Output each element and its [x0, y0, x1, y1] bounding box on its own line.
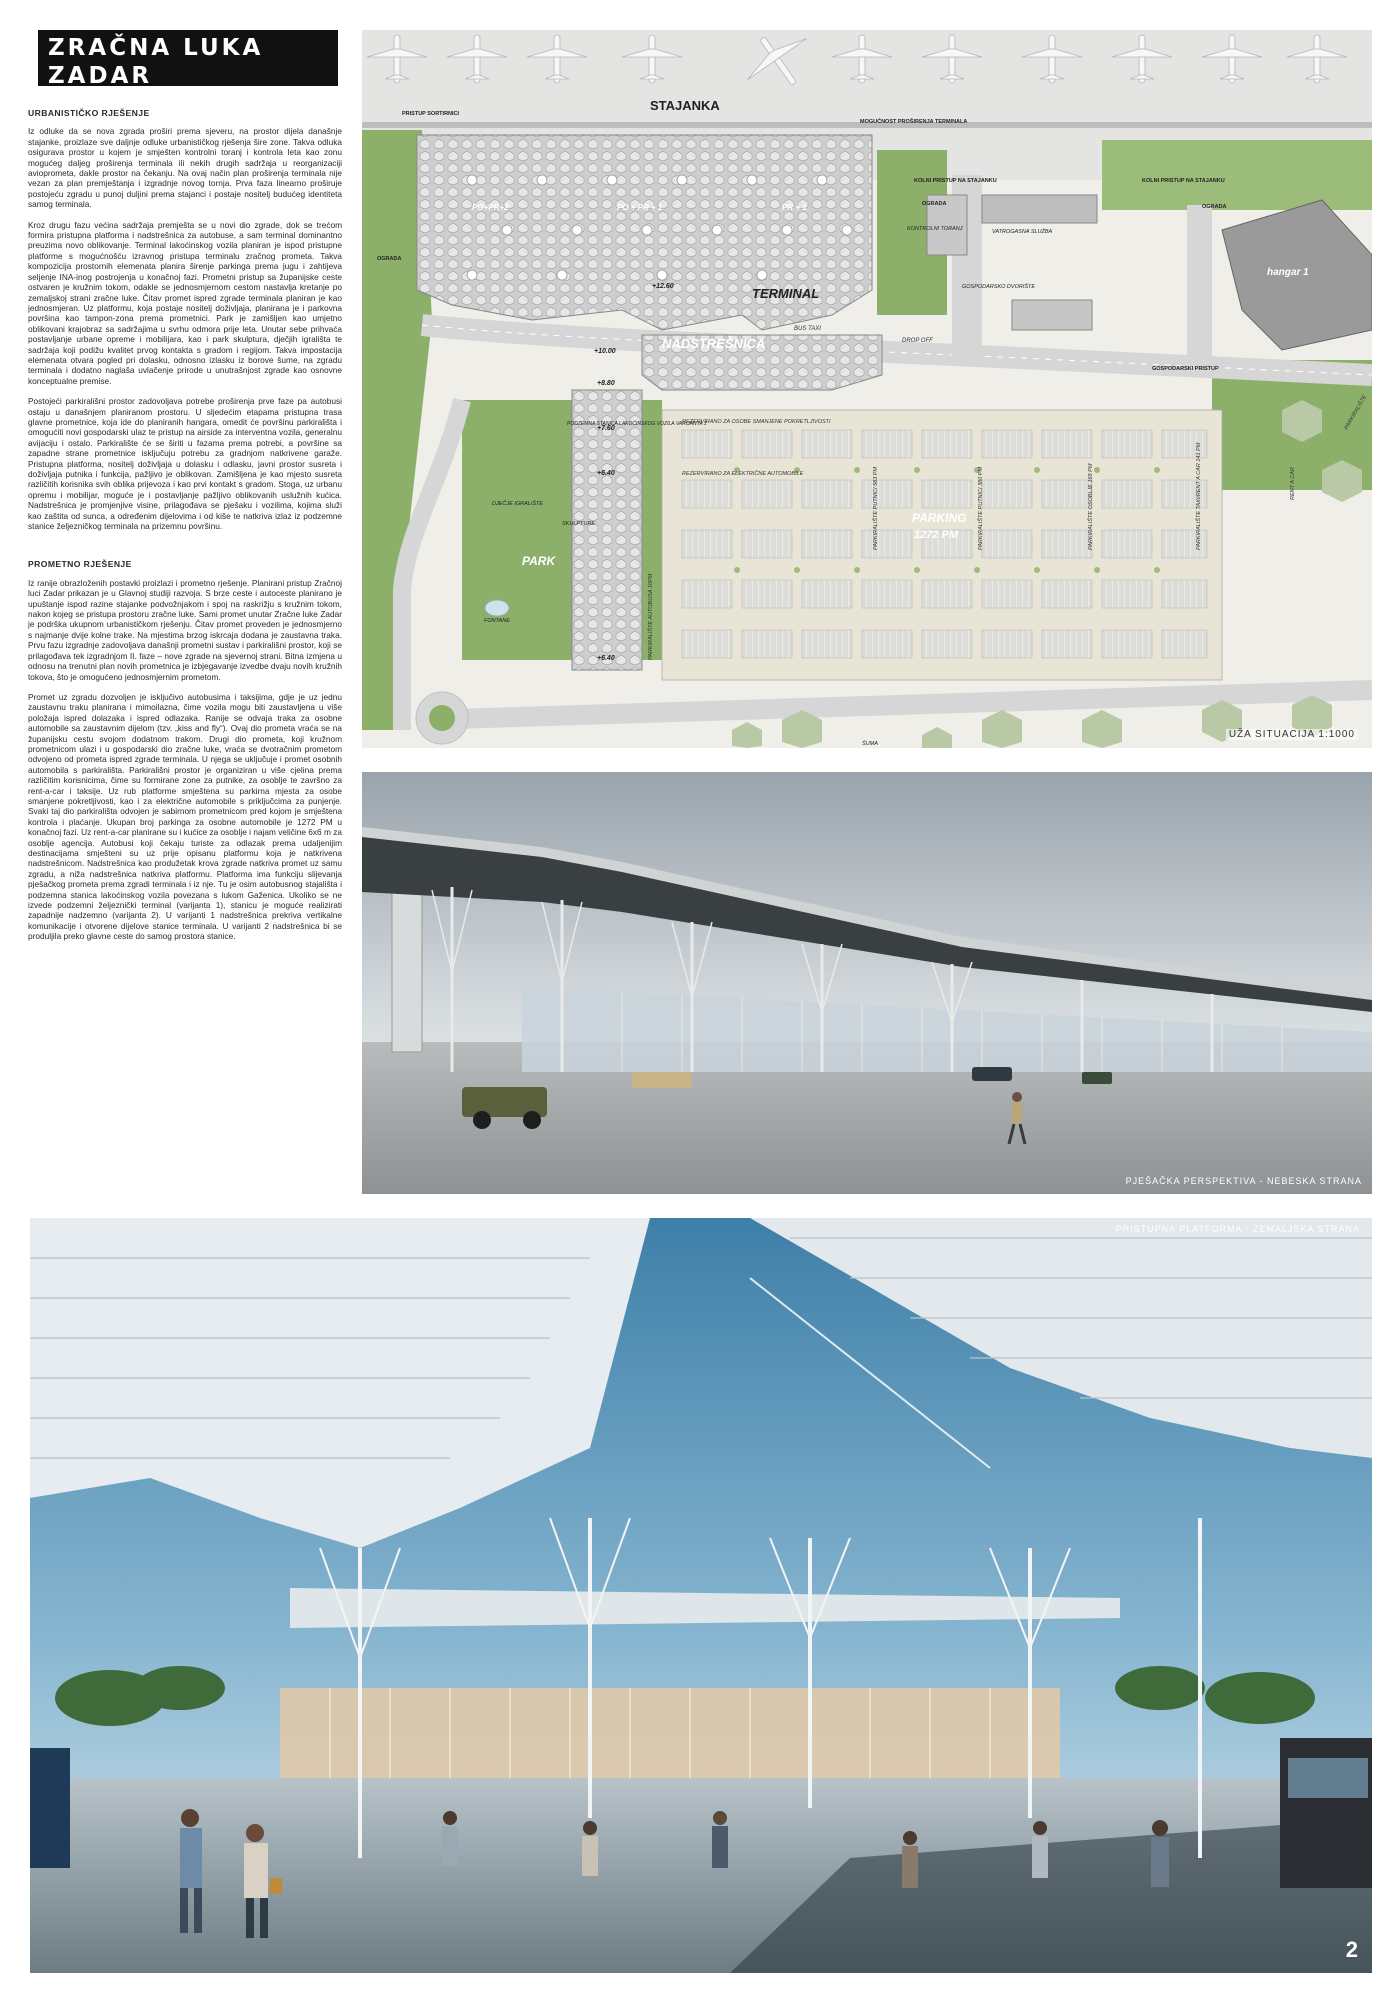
label-kontrolni: KONTROLNI TORANJ	[907, 226, 963, 232]
perspective-airside	[362, 772, 1372, 1194]
label-park-osoblje: PARKIRALIŠTE OSOBLJE 168 PM	[1088, 463, 1094, 550]
grass-east	[1102, 140, 1372, 210]
label-level-1: +12.60	[652, 283, 674, 290]
label-expansion: MOGUĆNOST PROŠIRENJA TERMINALA	[860, 119, 968, 125]
label-floor-a: PO+PR+2	[472, 203, 509, 212]
label-reserved-2: REZERVIRANO ZA ELEKTRIČNE AUTOMOBILE	[682, 471, 804, 477]
label-level-2: +10.00	[594, 348, 616, 355]
label-bus-taxi: BUS TAXI	[794, 326, 821, 332]
label-floor-c: PR + 1	[782, 203, 807, 212]
label-level-3: +8.80	[597, 380, 615, 387]
perspective-landside-caption: PRISTUPNA PLATFORMA - ZEMALJSKA STRANA	[1115, 1224, 1360, 1234]
label-level-5: +6.40	[597, 470, 615, 477]
label-reserved-1: REZERVIRANO ZA OSOBE SMANJENE POKRETLJIVOSTI	[682, 419, 831, 425]
site-plan-drawing	[362, 30, 1372, 748]
front-road	[422, 325, 1372, 375]
label-park-rent: PARKIRALIŠTE TAXI/RENT A CAR 141 PM	[1196, 442, 1202, 550]
label-gospodarsko: GOSPODARSKO DVORIŠTE	[962, 284, 1036, 290]
label-stajanka: STAJANKA	[650, 98, 720, 113]
paragraph: Iz ranije obrazloženih postavki proizlazi i prometno rješenje. Planirani pristup Zračnoj luci Zadar prikazan je u Glavnoj studiji razvoja. S brze ceste i autoceste planirano je upuštanje ispod razine stajanke podvožnjakom i spoj na raskrižju s kružnim tokom, nakon kojeg se pristupa prostoru zračne luke. Sami promet unutar Zračne luke Zadar je podrška ukupnom urbanističkom rješenju. Čitav promet proveden je jednosmjerno s najmanje dvije kolne trake. Na mjestima brzog iskrcaja dodana je zaustavna traka. Prvu fazu izgradnje zadovoljava današnji prometni sustav i parkirališni prostor, koji se prilagođava tek izgradnjom II. faze – nove zgrade na sjevernoj strani. Bitna izmjena u odnosu na trenutni plan novih prometnica je izbjegavanje izvedbe dvaju novih kružnih tokova, što je omogućeno jednosmjernim prometom.	[28, 577, 342, 682]
platform-spine	[572, 390, 642, 670]
label-rent-a-car: RENT A CAR	[1290, 467, 1296, 500]
bus-left	[30, 1748, 70, 1868]
service-car	[632, 1072, 692, 1088]
label-park-bus: PARKIRALIŠTE AUTOBUSA 10PM	[648, 573, 654, 660]
label-parking-count: 1272 PM	[914, 529, 959, 541]
label-level-4: +7.60	[597, 425, 615, 432]
label-floor-b: PO + PR + 1	[617, 203, 663, 212]
label-gosp-pristup: GOSPODARSKI PRISTUP	[1152, 366, 1219, 372]
label-sume: ŠUMA	[862, 741, 878, 747]
label-vatrogasna: VATROGASNA SLUŽBA	[992, 229, 1053, 235]
label-podzemna: PODZEMNA STANICA LAKOĆINSKOG VOZILA VARIJANTA 1	[567, 421, 707, 427]
label-parkiraliste-road: PARKIRALIŠTE	[1343, 394, 1369, 431]
label-fontane: FONTANE	[484, 618, 510, 624]
paragraph: Iz odluke da se nova zgrada proširi prema sjeveru, na prostor dijela današnje stajanke, proizlaze sve daljnje odluke urbanističkog rješenja šire zone. Takva odluka osigurava prostor u kojem je smješten kontrolni toranj i kontrola leta kao zonu mogućeg daljeg proširenja terminala ili nekih drugih sadržaja u reorganizaciji avioprometa, dakle prostor na čekanju. Na ovaj način plan proširenja terminala nije vezan za plan premještanja i izgradnje novog tornja. Prva faza linearno proširuje postojeću zgradu u punoj duljini prema stajanci i postaje nositelj budućeg identiteta samog terminala.	[28, 126, 342, 210]
perspective-landside-render	[30, 1218, 1372, 1973]
label-ograda-3: OGRADA	[1202, 204, 1227, 210]
paragraph: Promet uz zgradu dozvoljen je isključivo autobusima i taksijima, gdje je uz jednu zaustavnu traku planirana i mimoilazna, čime vozila mogu biti zaustavljena u više položaja ispred dolazaka i ispred odlazaka. Ranije se odvaja traka za osobne automobile sa zaustavnim dijelom (tzv. „kiss and fly“). Ovaj dio prometa vraća se na županijsku cestu svojom dodatnom trakom. Drugi dio prometa, koji kružnom prometnicom ulazi i u gospodarski dio zračne luke, vraća se dvotračnim prometom odvojeno od prometa ispred zgrade terminala. U njega se uključuje i promet osobnih automobila s parkirališta. Parkirališni prostor je organiziran u više cjelina prema različitim korisnicima, čime su formirane zone za putnike, za osoblje te završno za rent-a-car i taksije. Uz rub platforme smještena su parkirna mjesta za osobe smanjene pokretljivosti, kao i za električne automobile s priključcima za punjenje. Svaki taj dio parkirališta odvojen je sabirnom prometnicom pred kojom je smještena kontrola i plaćanje. Ukupan broj parkinga za osobne automobile je 1272 PM u konačnoj fazi. Uz rent-a-car planirane su i kućice za osoblje i najam veličine 6x6 m za osoblje agencija. Autobusi koji čekaju turiste za odlazak prema udaljenijim destinacijama smješteni su uz prije opisanu platformu koja je natkrivena nadstrešnicom. Nadstrešnica kao produžetak krova zgrade natkriva promet uz samu zgradu, a niža nadstrešnica natkriva platformu. Platforma ima funkciju slijevanja pješačkog prometa prema zgradi terminala i iz nje. Tu je osim autobusnog stajališta i podzemna stanica lakoćinskog vozila povezana s lukom Gaženica. Ukoliko se ne izvede podzemni željeznički terminal (varijanta 1), stanicu je moguće realizirati zapadnije nadzemno (varijanta 2). U varijanti 1 nadstrešnica prekriva vertikalne komunikacije i otvorene dijelove stanice terminala. U varijanti 2 nadstrešnica bi se produljila preko glavne ceste do samog prostora stanice.	[28, 691, 342, 942]
section-heading-prometno: PROMETNO RJEŠENJE	[28, 559, 132, 570]
perspective-landside	[30, 1218, 1372, 1973]
perspective-airside-render	[362, 772, 1372, 1194]
page-subtitle: KONAČNO RJEŠENJE	[48, 92, 228, 108]
label-hangar: hangar 1	[1267, 267, 1309, 278]
east-service-road	[1187, 205, 1212, 375]
label-terminal: TERMINAL	[752, 286, 820, 301]
label-kolni-pristup-1: KOLNI PRISTUP NA STAJANKU	[914, 178, 997, 184]
page-title: ZRAČNA LUKA ZADAR	[48, 35, 264, 89]
fountain	[485, 600, 509, 616]
paragraph: Kroz drugu fazu većina sadržaja premješta se u novi dio zgrade, dok se trećom formira pristupna platforma i nadstrešnica za autobuse, a sam terminal dominantno preuzima novo oblikovanje. Terminal lakoćinskog vozila planiran je ispod pristupne platforme s mogućnošću izravnog pristupa terminalu zračnog prometa. Takva kompozicija prostornih elemenata planira širenje parkinga prema jugu i zahtijeva seljenje INA-inog postrojenja u konačnoj fazi. Prometni pristup sa županijske ceste ostvaren je kružnim tokom, odakle se jednosmjernom cestom nastavlja kretanje po zemaljskoj strani zračne luke. Čitav promet ispred zgrade terminala planiran je kao jednosmjeran. Uz platformu, koja postaje nositelj doživljaja, planirana je i parkovna površina kao tampon-zona prema prometnici. Park je zamišljen kao umjetno oblikovani krajobraz sa sadržajima u svrhu odmora prije leta. Unutar sebe prihvaća postavljanje urbane opreme i mobilijara, kao i park skulptura, dječjih igrališta te sadržaja koji podižu kvalitet prvog kontakta s gradom i regijom. Takva impostacija elemenata otvara pogled pri dolasku, odnosno izlasku iz borove šume, na zgradu terminala i dodatno naglaša uvlačenje prirode u unutrašnjost zgrade kao osnovne konceptualne premise.	[28, 219, 342, 386]
label-parking: PARKING	[912, 511, 967, 525]
label-drop-off: DROP OFF	[902, 338, 933, 344]
paragraph: Postojeći parkirališni prostor zadovoljava potrebe proširenja prve faze pa autobusi ostaju u današnjem planiranom prostoru. U sljedećim etapama pristupna trasa glavne prometnice, koja ide do planiranih hangara, omedit će površinu parkirališta i omogućiti novi gospodarski ulaz te pristup na airside za interventna vozila, generalnu avijaciju i ostalo. Parkiralište će se širiti u fazama prema potrebi, a površine sa zapadne strane prometnice isključuju potrebu za gradnjom natkrivene garaže. Pristupna platforma, nositelj doživljaja u dolasku i odlasku, javni prostor susreta i doživljaja putnika i funkcija, pažljivo je oblikovan. Zamišljena je kao mjesto susreta različitih korisnika svih oblika prijevoza i kao prvi kontakt s gradom. Stoga, uz urbanu opremu i mobilijar, moguće je i postavljanje pažljivo oblikovanih uslužnih kućica. Nadstrešnica je promjenjive visine, prilagođava se pješaku i vozilima, kojima služi kao zaštita od sunca, a određenim dijelovima i od kiše te natkriva izlaz iz podzemne stanice željezničkog terminala na prizemnu površinu.	[28, 396, 342, 532]
label-ograda-1: OGRADA	[377, 256, 402, 262]
building-service	[1012, 300, 1092, 330]
page-number: 2	[1345, 1937, 1358, 1962]
building-vatrogasna	[982, 195, 1097, 223]
label-park-putnici-1: PARKIRALIŠTE PUTNICI 583 PM	[873, 466, 879, 550]
label-sorting: PRISTUP SORTIRNICI	[402, 111, 460, 117]
description-column	[28, 104, 342, 1194]
site-plan	[362, 30, 1372, 748]
label-kolni-pristup-2: KOLNI PRISTUP NA STAJANKU	[1142, 178, 1225, 184]
site-plan-caption: UŽA SITUACIJA 1:1000	[1226, 729, 1358, 740]
label-ograda-2: OGRADA	[922, 201, 947, 207]
title-block	[38, 30, 338, 108]
terminal-facade	[280, 1688, 1060, 1778]
label-park: PARK	[522, 554, 556, 568]
control-tower	[392, 882, 422, 1052]
label-skulpture: SKULPTURE	[562, 521, 596, 527]
section-heading-urbanisticko: URBANISTIČKO RJEŠENJE	[28, 108, 150, 118]
perspective-airside-caption: PJEŠAČKA PERSPEKTIVA - NEBESKA STRANA	[1125, 1176, 1362, 1186]
label-djecje: DJEČJE IGRALIŠTE	[492, 501, 544, 507]
label-nadstresnica: NADSTREŠNICA	[662, 336, 766, 351]
label-level-6: +6.40	[597, 655, 615, 662]
label-park-putnici-2: PARKIRALIŠTE PUTNICI 380 PM	[978, 466, 984, 550]
